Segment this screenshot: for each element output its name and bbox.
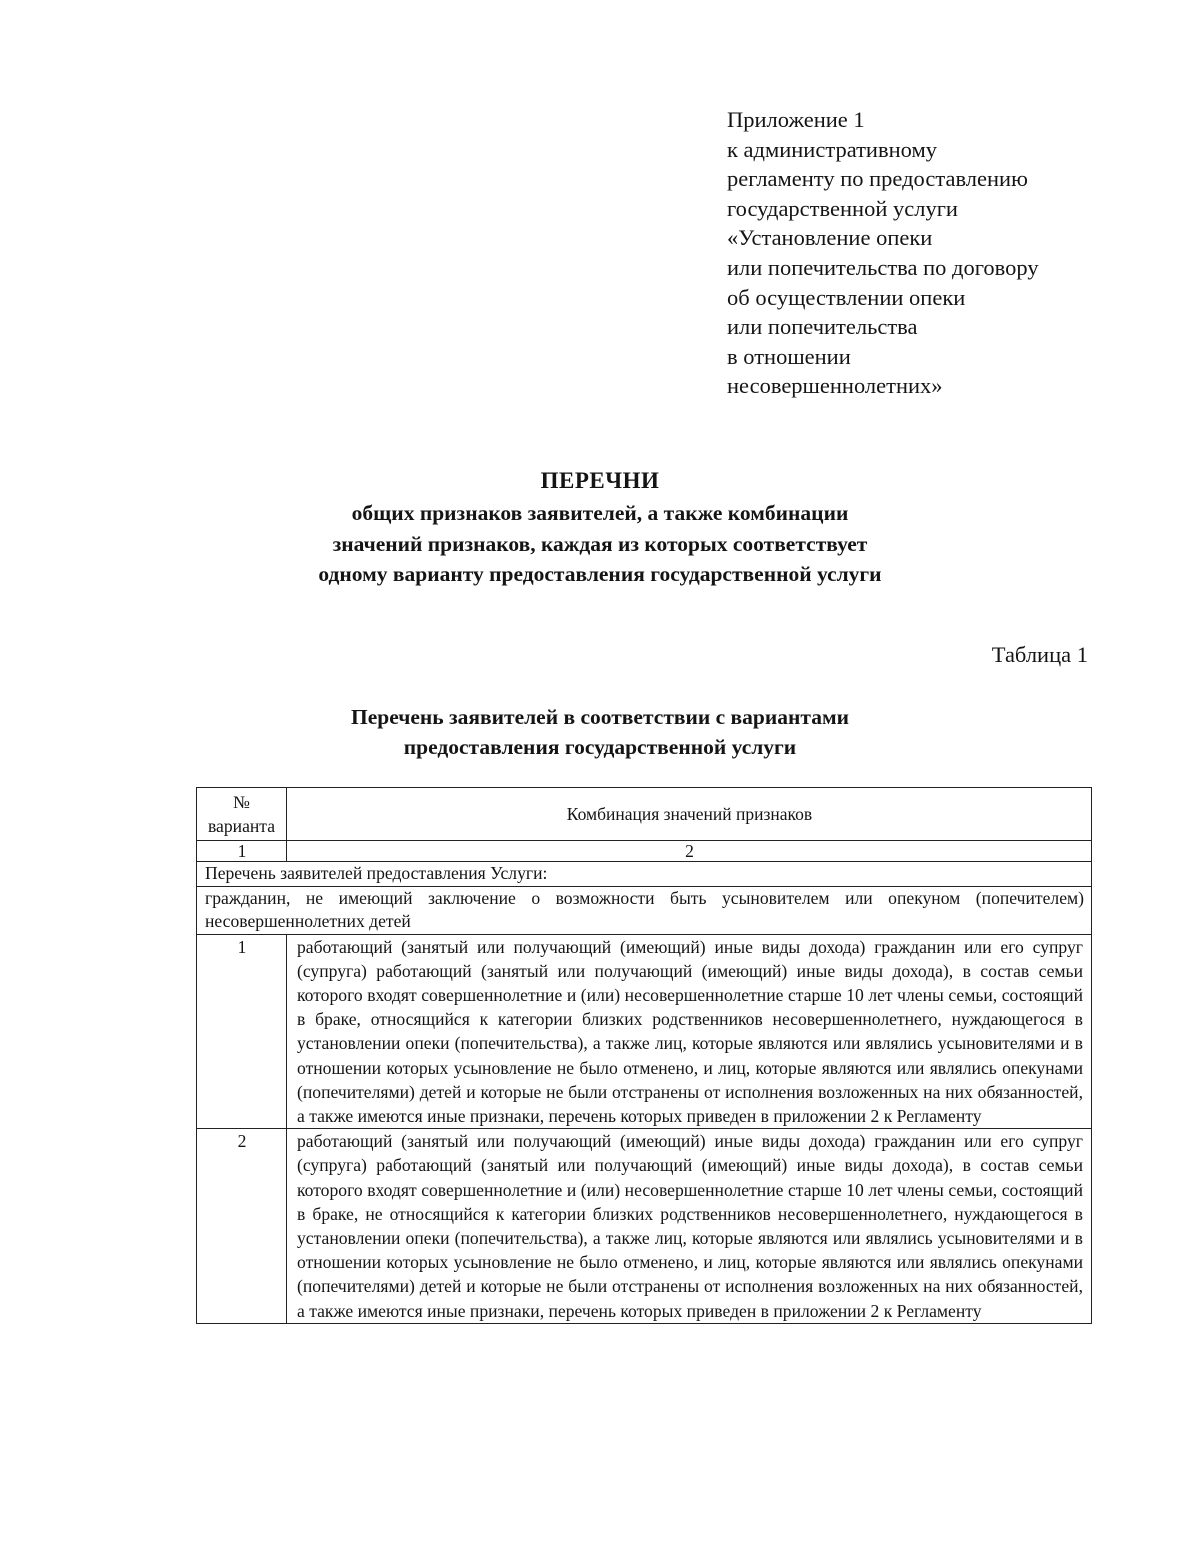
appendix-line: государственной услуги [727,195,958,221]
appendix-line: «Установление опеки [727,225,933,251]
variant-description: работающий (занятый или получающий (имеющий) иные виды дохода) гражданин или его супруг (супруга) работающий (занятый или получающий (имеющий) иные виды дохода), в состав семьи которого входят совершеннолетние и (или) несовершеннолетние старше 10 лет члены семьи, состоящий в браке, не относящийся к категории близких родственников несовершеннолетнего, нуждающегося в установлении опеки (попечительства), а также лиц, которые являются или являлись усыновителями и в отношении которых усыновление не было отменено, и лиц, которые являются или являлись опекунами (попечителями) детей и которые не были отстранены от исполнения возложенных на них обязанностей, а также имеются иные признаки, перечень которых приведен в приложении 2 к Регламенту [287,1129,1092,1324]
appendix-line: несовершеннолетних» [727,373,943,399]
appendix-block [727,105,1147,401]
applicants-heading: Перечень заявителей предоставления Услуги: [197,862,1092,887]
appendix-line: к административному [727,136,937,162]
subtitle-line: значений признаков, каждая из которых соответствует [332,531,868,556]
header-combination: Комбинация значений признаков [287,788,1092,841]
appendix-line: Приложение 1 [727,107,865,132]
citizen-group: гражданин, не имеющий заключение о возможности быть усыновителем или опекуном (попечителем) несовершеннолетних детей [197,886,1092,934]
table-index-row [197,841,1092,862]
appendix-line: или попечительства [727,314,918,340]
table-title [0,702,1200,762]
variant-number: 2 [197,1129,287,1324]
header-variant-number: № варианта [197,788,287,841]
variant-number: 1 [197,934,287,1129]
index-cell: 1 [197,841,287,862]
subtitle-line: одному варианту предоставления государственной услуги [318,562,882,586]
appendix-line: или попечительства по договору [727,254,1039,280]
table-header-row [197,788,1092,841]
variants-table [196,787,1092,1324]
table-title-line: Перечень заявителей в соответствии с вариантами [350,705,850,729]
table-row [197,934,1092,1129]
table-label: Таблица 1 [991,642,1088,667]
subtitle-line: общих признаков заявителей, а также комбинации [351,501,849,525]
appendix-line: регламенту по предоставлению [727,166,1028,192]
appendix-line: об осуществлении опеки [727,284,966,310]
citizen-group-row [197,886,1092,934]
document-title: ПЕРЕЧНИ [540,468,660,493]
appendix-line: в отношении [727,343,851,369]
table-title-line: предоставления государственной услуги [403,735,797,759]
index-cell: 2 [287,841,1092,862]
applicants-heading-row [197,862,1092,887]
variant-description: работающий (занятый или получающий (имеющий) иные виды дохода) гражданин или его супруг (супруга) работающий (занятый или получающий (имеющий) иные виды дохода), в состав семьи которого входят совершеннолетние и (или) несовершеннолетние старше 10 лет члены семьи, состоящий в браке, относящийся к категории близких родственников несовершеннолетнего, нуждающегося в установлении опеки (попечительства), а также лиц, которые являются или являлись усыновителями и в отношении которых усыновление не было отменено, и лиц, которые являются или являлись опекунами (попечителями) детей и которые не были отстранены от исполнения возложенных на них обязанностей, а также имеются иные признаки, перечень которых приведен в приложении 2 к Регламенту [287,934,1092,1129]
table-row [197,1129,1092,1324]
document-subtitle [0,498,1200,590]
